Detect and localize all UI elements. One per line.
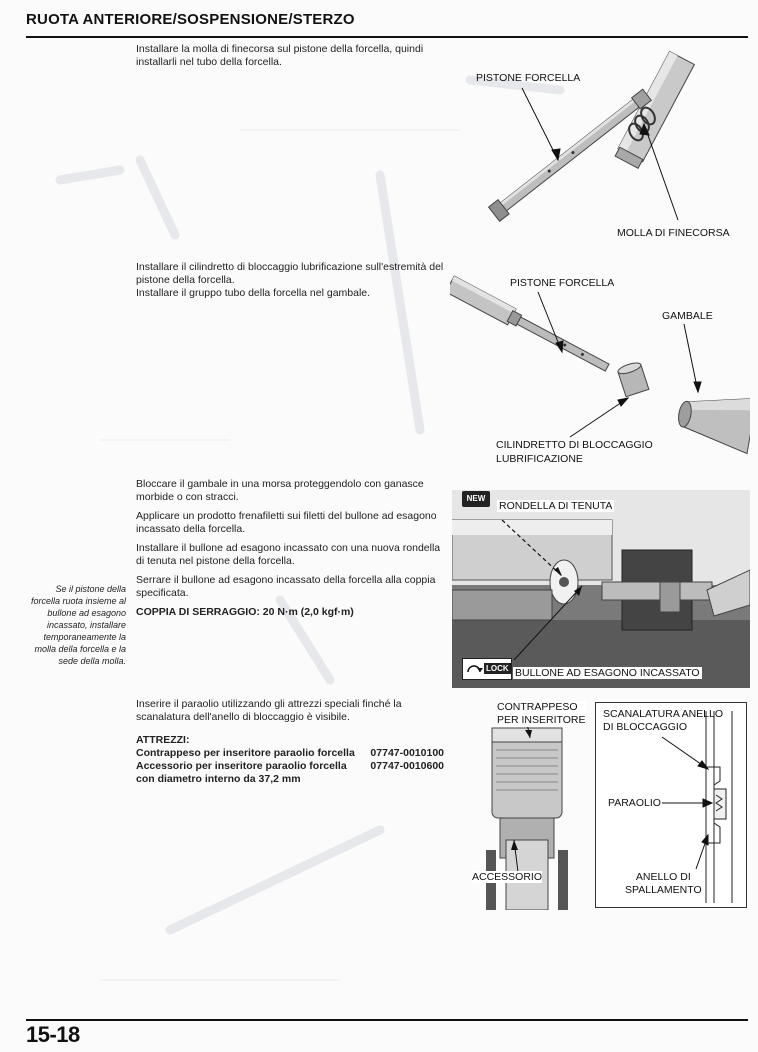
label-pistone-forcella-2: PISTONE FORCELLA [510,277,615,289]
step-3-para-1: Bloccare il gambale in una morsa proteggendolo con ganasce morbide o con stracci. [136,478,424,503]
step-3-para-4: Serrare il bullone ad esagono incassato della forcella alla coppia specificata. [136,574,436,599]
label-paraolio: PARAOLIO [608,797,661,809]
header-rule [26,36,748,38]
step-4-text: Inserire il paraolio utilizzando gli attrezzi speciali finché la scanalatura dell'anello di bloccaggio è visibile. [136,698,402,723]
step-1-text: Installare la molla di finecorsa sul pistone della forcella, quindi installarli nel tubo della forcella. [136,43,424,68]
step-4-instructions [136,698,456,786]
label-contrappeso-line-2: PER INSERITORE [497,714,586,726]
side-note: Se il pistone della forcella ruota insieme al bullone ad esagono incassato, installare temporaneamente la molla della forcella e la sede della molla. [30,584,126,666]
tool-note: con diametro interno da 37,2 mm [136,773,301,785]
page-number: 15-18 [26,1022,80,1047]
label-scanalatura [603,708,723,734]
page-header-title: RUOTA ANTERIORE/SOSPENSIONE/STERZO [26,11,355,28]
step-3-para-3: Installare il bullone ad esagono incassato con una nuova rondella di tenuta nel pistone della forcella. [136,542,441,567]
step-3-para-2: Applicare un prodotto frenafiletti sui filetti del bullone ad esagono incassato della forcella. [136,510,437,535]
tool-row [136,747,444,760]
label-contrappeso-line-1: CONTRAPPESO [497,701,578,713]
new-badge-icon: NEW [462,491,490,507]
torque-spec: COPPIA DI SERRAGGIO: 20 N·m (2,0 kgf·m) [136,606,354,618]
step-1-instructions [136,43,446,75]
tool-row [136,760,444,773]
tool-code: 07747-0010600 [370,760,444,772]
step-3-instructions [136,478,446,625]
label-bullone-esagono: BULLONE AD ESAGONO INCASSATO [515,667,700,679]
label-scanalatura-line-1: SCANALATURA ANELLO [603,708,724,720]
label-scanalatura-line-2: DI BLOCCAGGIO [603,721,688,733]
label-contrappeso [497,701,586,727]
rotate-arrow-icon [465,660,483,678]
label-rondella-tenuta: RONDELLA DI TENUTA [499,500,613,512]
label-cilindretto [496,438,653,466]
tools-heading: ATTREZZI: [136,734,190,746]
step-2-line-1: Installare il cilindretto di bloccaggio lubrificazione sull'estremità del pistone della forcella. [136,261,444,286]
tool-name: Accessorio per inseritore paraolio forcella [136,760,347,772]
label-anello-line-1: ANELLO DI [635,871,691,883]
label-anello-line-2: SPALLAMENTO [625,884,702,896]
label-cilindretto-line-1: CILINDRETTO DI BLOCCAGGIO [496,439,653,451]
lock-badge-icon [462,658,512,680]
label-molla-finecorsa: MOLLA DI FINECORSA [617,227,730,239]
label-cilindretto-line-2: LUBRIFICAZIONE [496,453,583,465]
lock-badge-text: LOCK [486,664,509,673]
label-anello [625,871,702,897]
label-gambale: GAMBALE [662,310,713,322]
step-2-instructions [136,261,446,300]
tool-name: Contrappeso per inseritore paraolio forcella [136,747,355,759]
step-2-line-2: Installare il gruppo tubo della forcella nel gambale. [136,287,371,299]
label-accessorio: ACCESSORIO [472,871,543,883]
label-pistone-forcella-1: PISTONE FORCELLA [476,72,581,84]
footer-rule [26,1019,748,1021]
tool-code: 07747-0010100 [370,747,444,759]
